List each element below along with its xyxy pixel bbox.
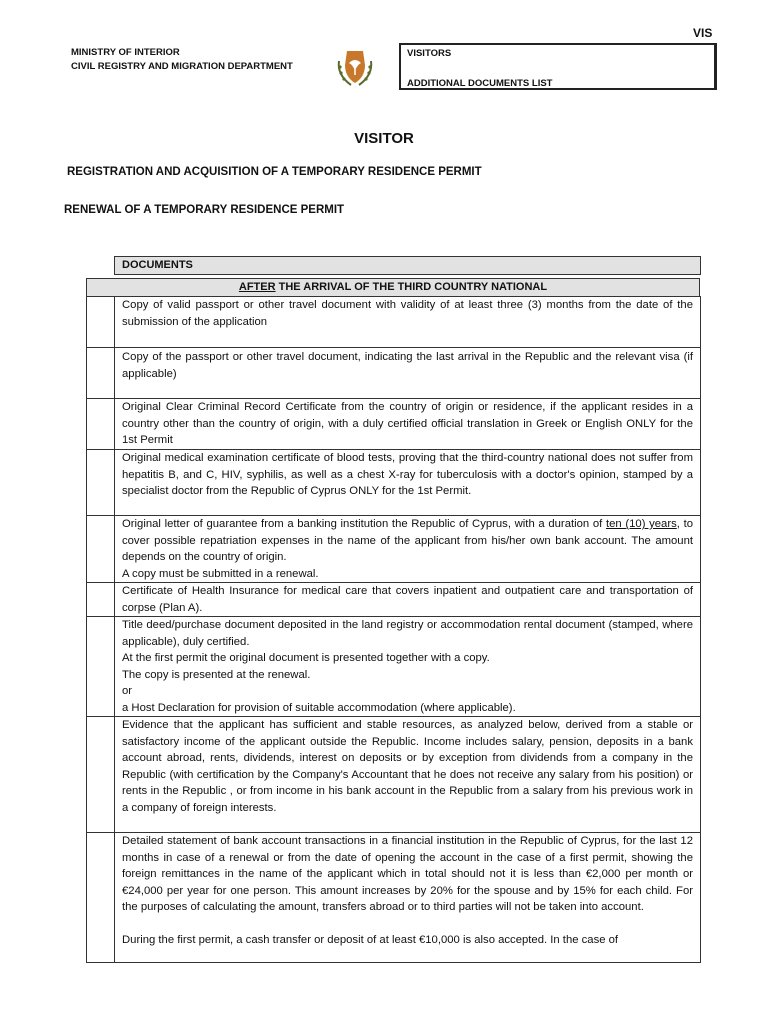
table-row (87, 833, 701, 963)
row-number-cell (87, 399, 115, 450)
row-number-cell (87, 583, 115, 617)
row-text: Copy of the passport or other travel document, indicating the last arrival in the Republic and the relevant visa (if applicable) (115, 348, 701, 399)
row-number-cell (87, 516, 115, 583)
table-row (87, 399, 701, 450)
row-text: Original Clear Criminal Record Certificate from the country of origin or residence, if the applicant resides in a country other than the country of origin, with a duly certified official translation in Greek or English ONLY for the 1st Permit (115, 399, 701, 450)
documents-header: DOCUMENTS (114, 256, 701, 275)
subtitle-renewal: RENEWAL OF A TEMPORARY RESIDENCE PERMIT (64, 204, 345, 216)
guarantee-duration: ten (10) years (605, 518, 677, 530)
row-text: Evidence that the applicant has sufficient and stable resources, as analyzed below, derived from a stable or satisfactory income of the applicant outside the Republic. Income includes salary, pension, deposits in a bank account abroad, rents, dividends, interest on deposits or by exception from dividends from a company in the Republic (with certification by the Company's Accountant that he does not receive any salary from his position) or rents in the Republic , or from income in his bank account in the Republic from a salary from his previous work in a company of foreign interests. (115, 717, 701, 833)
row-text: Original medical examination certificate of blood tests, proving that the third-country national does not suffer from hepatitis B, and C, HIV, syphilis, as well as a chest X-ray for tuberculosis with a doctor's opinion, stamped by a specialist doctor from the Republic of Cyprus ONLY for the 1st Permit. (115, 450, 701, 516)
row-text: Certificate of Health Insurance for medical care that covers inpatient and outpatient care and transportation of corpse (Plan A). (115, 583, 701, 617)
table-row (87, 450, 701, 516)
row-number-cell (87, 617, 115, 717)
documents-table (86, 296, 701, 963)
ministry-heading (71, 46, 293, 74)
table-row (87, 348, 701, 399)
coat-of-arms-emblem (333, 45, 377, 89)
row-text: Detailed statement of bank account transactions in a financial institution in the Republic of Cyprus, for the last 12 months in case of a renewal or from the date of opening the account in the case of a first permit, showing the foreign remittances in the name of the applicant which in total should not it is less than €2,000 per month or €24,000 per year for one person. This amount increases by 20% for the spouse and by 15% for each child. For the purposes of calculating the amount, transfers abroad or to third parties will not be taken into account. During the first permit, a cash transfer or deposit of at least €10,000 is also accepted. In the case of (115, 833, 701, 963)
section-header-underlined: AFTER (238, 281, 276, 293)
table-row (87, 717, 701, 833)
subtitle-registration: REGISTRATION AND ACQUISITION OF A TEMPORARY RESIDENCE PERMIT (67, 166, 482, 178)
row-number-cell (87, 450, 115, 516)
form-code: VIS (693, 26, 713, 40)
ministry-name: MINISTRY OF INTERIOR (71, 47, 180, 58)
section-header-text: THE ARRIVAL OF THE THIRD COUNTRY NATIONAL (275, 281, 548, 293)
table-row (87, 516, 701, 583)
row-number-cell (87, 833, 115, 963)
table-row (87, 297, 701, 348)
row-number-cell (87, 297, 115, 348)
document-category: VISITORS (407, 48, 452, 59)
row-number-cell (87, 348, 115, 399)
row-text: Copy of valid passport or other travel document with validity of at least three (3) months from the date of the submission of the application (115, 297, 701, 348)
page-title: VISITOR (354, 130, 414, 147)
row-text: Title deed/purchase document deposited in the land registry or accommodation rental document (stamped, where applicable), duly certified. At the first permit the original document is presented together with a copy. The copy is presented at the renewal. or a Host Declaration for provision of suitable accommodation (where applicable). (115, 617, 701, 717)
row-number-cell (87, 717, 115, 833)
row-text: Original letter of guarantee from a banking institution the Republic of Cyprus, with a duration of ten (10) years, to cover possible repatriation expenses in the name of the applicant from his/her own bank account. The amount depends on the country of origin. A copy must be submitted in a renewal. (115, 516, 701, 583)
table-row (87, 617, 701, 717)
table-row (87, 583, 701, 617)
document-type-box (399, 43, 717, 90)
section-header (86, 278, 700, 297)
department-name: CIVIL REGISTRY AND MIGRATION DEPARTMENT (71, 61, 293, 72)
document-list-name: ADDITIONAL DOCUMENTS LIST (407, 78, 553, 89)
